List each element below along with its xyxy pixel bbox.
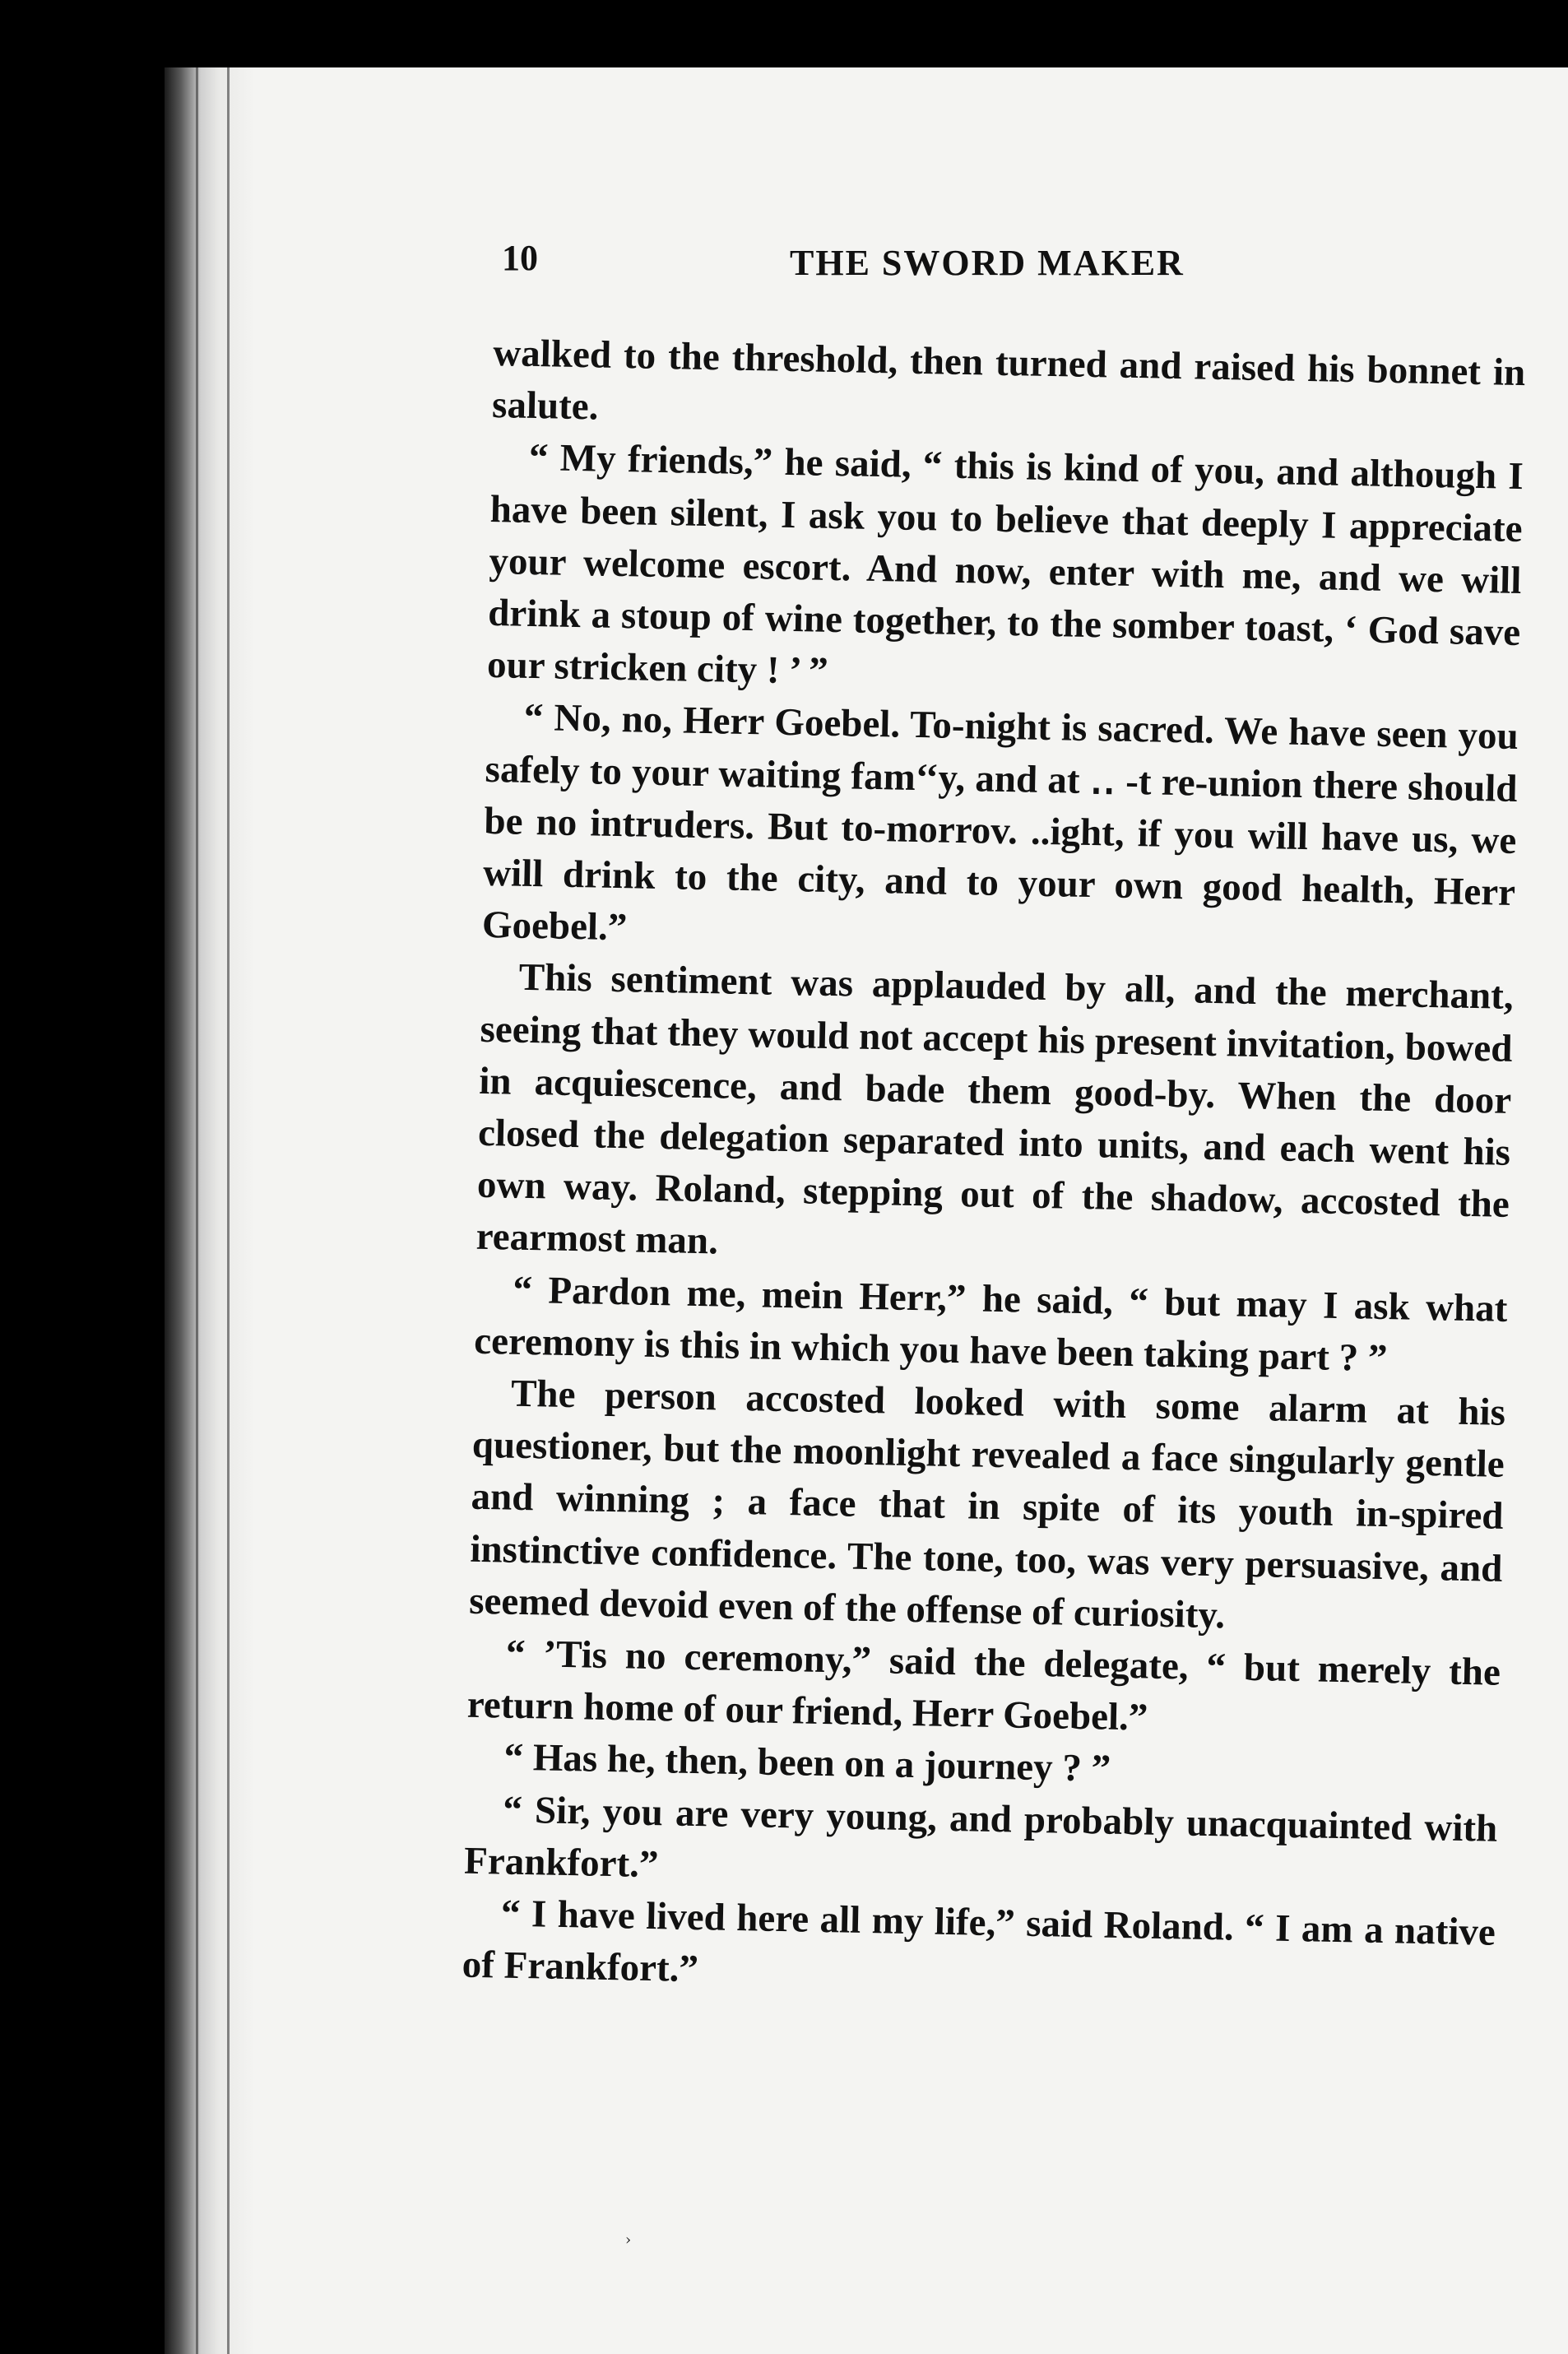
paragraph: “ I have lived here all my life,” said Roland. “ I am a native of Frankfort.” xyxy=(462,1892,1496,1991)
paragraph: The person accosted looked with some alarm at his questioner, but the moonlight revealed a face singularly gentle and winning ; a face that in spite of its youth in-spired instinctive confidence. The tone, too, was very persuasive, and seemed devoid even of the offense of curiosity. xyxy=(468,1372,1506,1637)
running-header xyxy=(502,237,1308,295)
footer-mark: › xyxy=(625,2231,632,2249)
body-text xyxy=(462,327,1526,2011)
running-title: THE SWORD MAKER xyxy=(790,243,1185,283)
paragraph: “ Sir, you are very young, and probably unacquainted with Frankfort.” xyxy=(463,1788,1498,1887)
binding-edge-line xyxy=(227,67,230,2354)
page-number: 10 xyxy=(502,238,538,278)
paragraph: walked to the threshold, then turned and raised his bonnet in salute. xyxy=(491,331,1526,429)
paragraph: “ My friends,” he said, “ this is kind of you, and although I have been silent, I ask you to believe that deeply I appreciate your welcome escort. And now, enter with me, and we will drink a stoup of wine together, to the somber toast, ‘ God save our stricken city ! ’ ” xyxy=(486,436,1524,694)
paragraph: This sentiment was applauded by all, and the merchant, seeing that they would not accept his present invitation, bowed in acquiescence, and bade them good-by. When the door closed the delegation separated into units, and each went his own way. Roland, stepping out of the shadow, accosted the rearmost man. xyxy=(476,956,1515,1263)
paragraph: “ No, no, Herr Goebel. To-night is sacred. We have seen you safely to your waiting fam‘‘y, and at ‥ ‑t re-union there should be no intruders. But to-morrov. ..ight, if you will have us, we will drink to the city, and to your own good health, Herr Goebel.” xyxy=(481,696,1519,949)
paragraph: “ ’Tis no ceremony,” said the delegate, “ but merely the return home of our friend, Herr Goebel.” xyxy=(466,1632,1501,1739)
paragraph: “ Pardon me, mein Herr,” he said, “ but may I ask what ceremony is this in which you have been taking part ? ” xyxy=(473,1268,1508,1380)
binding-edge-line xyxy=(196,67,198,2354)
paragraph: “ Has he, then, been on a journey ? ” xyxy=(503,1736,1111,1791)
page-binding-shadow xyxy=(165,67,255,2354)
